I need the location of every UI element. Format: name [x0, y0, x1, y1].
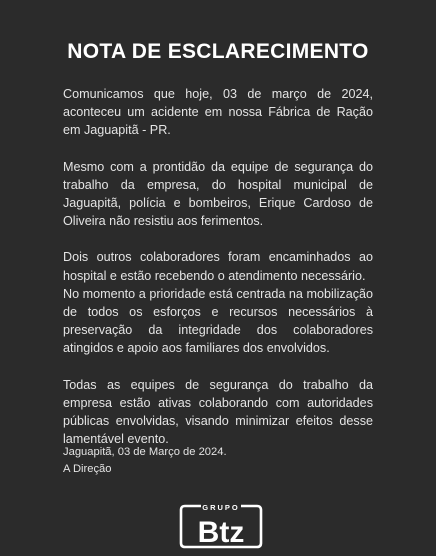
signoff-signature: A Direção: [63, 462, 112, 475]
paragraph-injured: Dois outros colaboradores foram encaminhados ao hospital e estão recebendo o atendimento necessário.: [63, 250, 373, 283]
signoff-place-date: Jaguapitã, 03 de Março de 2024.: [63, 446, 227, 458]
company-logo: [179, 503, 263, 549]
paragraph-priority: No momento a prioridade está centrada na mobilização de todos os esforços e recursos necessários à preservação da integridade dos colaboradores atingidos e apoio aos familiares dos envolvidos.: [63, 286, 373, 356]
logo-top-text: GRUPO: [202, 503, 240, 512]
paragraph-victim: Mesmo com a prontidão da equipe de segurança do trabalho da empresa, do hospital municipal de Jaguapitã, polícia e bombeiros, Erique Cardoso de Oliveira não resistiu aos ferimentos.: [63, 159, 373, 229]
statement-body: [63, 85, 373, 466]
paragraph-safety-teams: Todas as equipes de segurança do trabalho da empresa estão ativas colaborando com autoridades públicas envolvidas, visando minimizar efeitos desse lamentável evento.: [63, 377, 373, 447]
logo-main-text: Btz: [197, 516, 245, 549]
page-title: NOTA DE ESCLARECIMENTO: [67, 40, 369, 63]
paragraph-announcement: Comunicamos que hoje, 03 de março de 2024, aconteceu um acidente em nossa Fábrica de Ração em Jaguapitã - PR.: [63, 87, 373, 138]
grupo-btz-logo-icon: [179, 503, 263, 549]
signoff: [63, 444, 373, 477]
